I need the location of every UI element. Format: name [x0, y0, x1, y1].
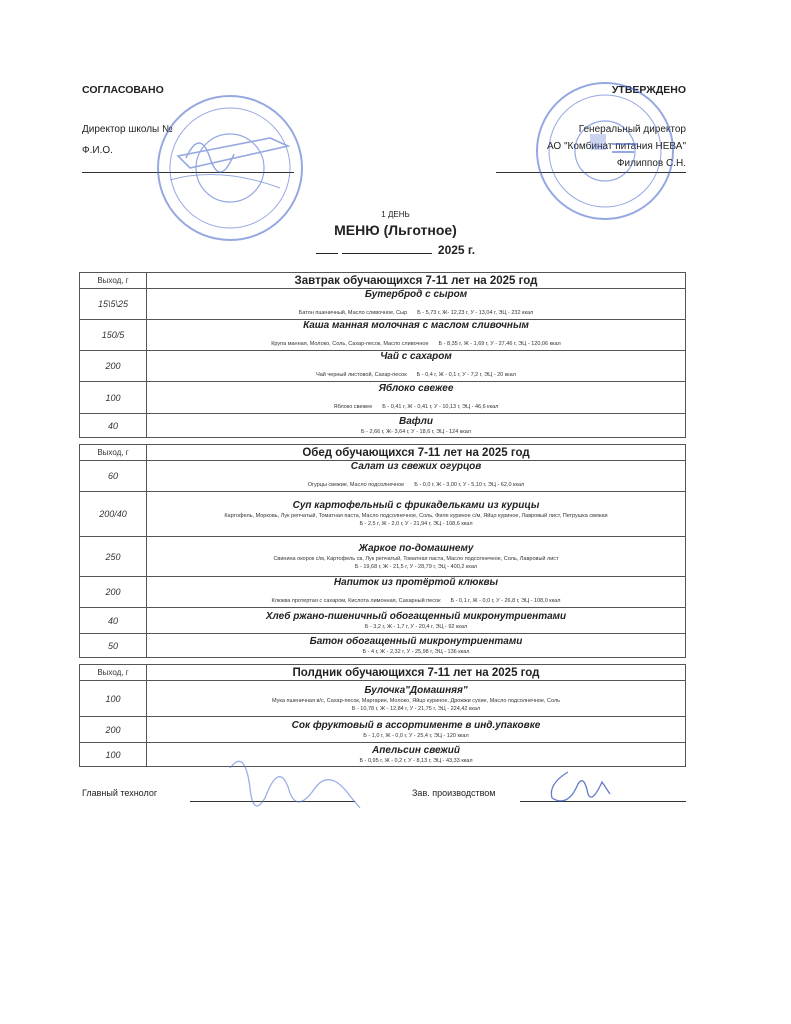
table-row [80, 492, 686, 537]
breakfast-table [79, 272, 686, 438]
yield-header: Выход, г [80, 445, 147, 461]
dish-name: Яблоко свежее [378, 382, 454, 394]
dish-cell [147, 414, 686, 438]
table-row [80, 320, 686, 351]
dish-cell [147, 492, 686, 537]
breakfast-title: Завтрак обучающихся 7-11 лет на 2025 год [147, 273, 686, 289]
lunch-title: Обед обучающихся 7-11 лет на 2025 год [147, 445, 686, 461]
dish-nutrition: Б - 5,73 г, Ж- 12,23 г, У - 13,04 г, ЭЦ - 232 ккал [417, 310, 534, 316]
dish-composition: Мука пшеничная в/с, Сахар-песок, Маргарин, Молоко, Яйцо куриное, Дрожжи сухие, Масло подсолнечное, Соль [271, 697, 561, 704]
dish-yield: 200 [80, 351, 147, 382]
dish-cell [147, 320, 686, 351]
dish-nutrition: Б - 0,4 г, Ж - 0,1 г, У - 7,2 г, ЭЦ - 20 ккал [416, 372, 516, 378]
dish-cell [147, 608, 686, 634]
dish-nutrition: Б - 2,66 г, Ж- 3,64 г, У - 18,6 г, ЭЦ - 124 ккал [360, 428, 471, 435]
dish-composition: Крупа манная, Молоко, Соль, Сахар-песок, Масло сливочное [271, 341, 429, 347]
dish-composition: Картофель, Морковь, Лук репчатый, Томатная паста, Масло подсолнечное, Соль, Филе куриное с/м, Яйцо куриное, Лавровый лист, Петрушка свежая [224, 513, 608, 519]
dish-nutrition: Б - 2,5 г, Ж - 2,0 г, У - 21,94 г, ЭЦ - 108,6 ккал [359, 521, 473, 527]
dish-nutrition: Б - 10,78 г, Ж - 12,84 г, У - 21,75 г, ЭЦ - 224,42 ккал [351, 705, 481, 712]
production-head-label: Зав. производством [412, 788, 496, 798]
dish-nutrition: Б - 3,2 г, Ж - 1,7 г, У - 20,4 г, ЭЦ - 92 ккал [364, 623, 468, 630]
dish-name: Хлеб ржано-пшеничный обогащенный микронутриентами [265, 610, 567, 622]
dish-cell [147, 461, 686, 492]
table-row [80, 717, 686, 743]
dish-composition: Огурцы свежие, Масло подсолнечное [307, 482, 405, 488]
dish-yield: 100 [80, 681, 147, 717]
dish-nutrition: Б - 19,68 г, Ж - 21,5 г, У - 28,79 г, ЭЦ - 400,2 ккал [354, 563, 478, 570]
dish-composition: Свинина окорок с/м, Картофель св, Лук репчатый, Томатная паста, Масло подсолнечное, Соль, Лавровый лист [273, 555, 559, 562]
dish-name: Напиток из протёртой клюквы [333, 577, 499, 588]
dish-name: Суп картофельный с фрикадельками из курицы [292, 500, 540, 511]
dish-yield: 250 [80, 537, 147, 577]
dish-yield: 40 [80, 414, 147, 438]
table-row [80, 537, 686, 577]
director-position: Директор школы № [82, 124, 173, 135]
dish-name: Булочка"Домашняя" [364, 684, 468, 696]
dish-nutrition: Б - 4 г, Ж - 2,32 г, У - 25,98 г, ЭЦ - 136 ккал [362, 648, 470, 655]
dish-cell [147, 382, 686, 414]
dish-name: Бутерброд с сыром [364, 289, 468, 300]
dish-composition: Яблоко свежее [333, 403, 373, 410]
dish-cell [147, 634, 686, 658]
dish-yield: 100 [80, 743, 147, 767]
dish-yield: 50 [80, 634, 147, 658]
table-row [80, 382, 686, 414]
lunch-table [79, 444, 686, 658]
table-row [80, 289, 686, 320]
snack-table [79, 664, 686, 767]
technologist-signature-icon [220, 738, 370, 828]
page-title: МЕНЮ (Льготное) [334, 222, 457, 238]
dish-nutrition: Б - 1,0 г, Ж - 0,0 г, У - 25,4 г, ЭЦ - 120 ккал [363, 732, 469, 739]
table-row [80, 608, 686, 634]
dish-yield: 150/5 [80, 320, 147, 351]
dish-cell [147, 681, 686, 717]
dish-yield: 200 [80, 717, 147, 743]
dish-cell [147, 537, 686, 577]
dish-cell [147, 289, 686, 320]
director-fio: Ф.И.О. [82, 145, 113, 156]
dish-name: Жаркое по-домашнему [358, 542, 474, 554]
table-row [80, 634, 686, 658]
dish-name: Каша манная молочная с маслом сливочным [303, 320, 529, 331]
general-director-position: Генеральный директор [578, 124, 686, 135]
table-row [80, 743, 686, 767]
agreed-label: СОГЛАСОВАНО [82, 84, 164, 96]
company-stamp-icon [530, 76, 680, 226]
production-signature-icon [538, 764, 618, 814]
dish-name: Чай с сахаром [380, 351, 452, 362]
table-header-row [80, 445, 686, 461]
yield-header: Выход, г [80, 273, 147, 289]
dish-nutrition: Б - 0,1 г, Ж - 0,0 г, У - 26,8 г, ЭЦ - 108,0 ккал [450, 598, 561, 604]
dish-name: Апельсин свежий [371, 744, 461, 756]
chief-technologist-label: Главный технолог [82, 788, 158, 798]
year-label: 2025 г. [437, 243, 476, 257]
dish-composition: Чай черный листовой, Сахар-песок [316, 372, 407, 378]
dish-name: Сок фруктовый в ассортименте в инд.упаковке [291, 719, 541, 731]
dish-nutrition: Б - 0,0 г, Ж - 3,00 г, У - 5,10 г, ЭЦ - 62,0 ккал [414, 482, 525, 488]
table-row [80, 577, 686, 608]
table-row [80, 414, 686, 438]
dish-cell [147, 351, 686, 382]
dish-yield: 200/40 [80, 492, 147, 537]
approved-label: УТВЕРЖДЕНО [611, 84, 686, 96]
dish-yield: 15\5\25 [80, 289, 147, 320]
dish-yield: 60 [80, 461, 147, 492]
dish-nutrition: Б - 0,41 г, Ж - 0,41 г, У - 10,13 г, ЭЦ - 46,6 ккал [382, 403, 499, 410]
table-row [80, 461, 686, 492]
day-label: 1 ДЕНЬ [381, 210, 410, 219]
dish-name: Салат из свежих огурцов [350, 461, 482, 472]
dish-nutrition: Б - 0,95 г, Ж - 0,2 г, У - 8,13 г, ЭЦ - 43,33 ккал [359, 757, 473, 764]
dish-yield: 40 [80, 608, 147, 634]
dish-cell [147, 577, 686, 608]
dish-yield: 100 [80, 382, 147, 414]
dish-name: Батон обогащенный микронутриентами [309, 635, 523, 647]
dish-composition: Клюква протертая с сахаром, Кислота лимонная, Сахарный песок [271, 598, 441, 604]
table-header-row [80, 273, 686, 289]
dish-name: Вафли [399, 415, 433, 427]
dish-nutrition: Б - 8,35 г, Ж - 1,69 г, У - 27,46 г, ЭЦ - 120,06 ккал [438, 341, 561, 347]
dish-composition: Батон пшеничный, Масло сливочное, Сыр [298, 310, 408, 316]
date-line [0, 243, 791, 257]
table-header-row [80, 665, 686, 681]
snack-title: Полдник обучающихся 7-11 лет на 2025 год [147, 665, 686, 681]
table-row [80, 351, 686, 382]
company-name: АО "Комбинат питания НЕВА" [546, 141, 686, 152]
yield-header: Выход, г [80, 665, 147, 681]
date-blank-day [316, 253, 338, 254]
dish-yield: 200 [80, 577, 147, 608]
table-row [80, 681, 686, 717]
director-name: Филиппов С.Н. [616, 158, 686, 169]
date-blank-month [342, 253, 432, 254]
